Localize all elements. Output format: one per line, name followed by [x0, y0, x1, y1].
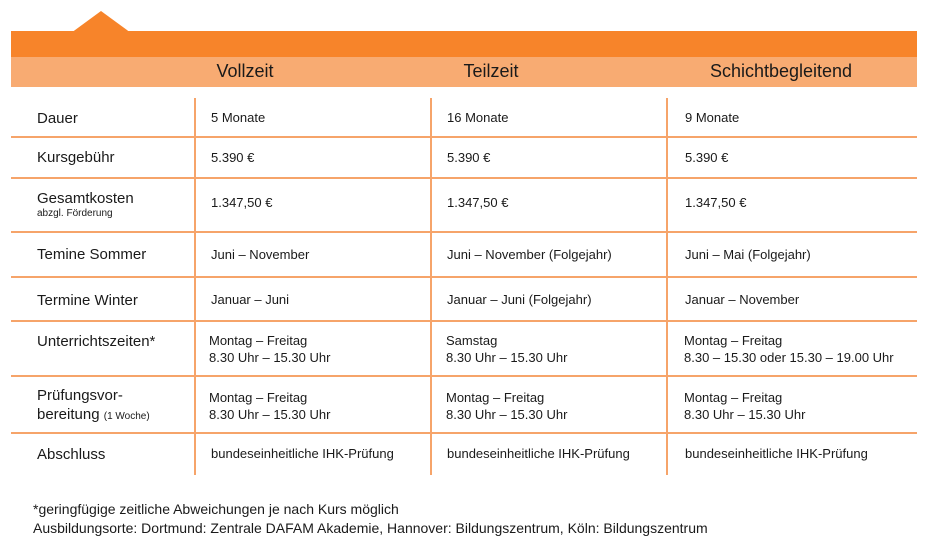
cell-winter-vollzeit: Januar – Juni	[211, 292, 290, 307]
cell-gesamtkosten-teilzeit: 1.347,50 €	[447, 195, 509, 210]
cell-line: Montag – Freitag	[446, 390, 545, 405]
row-label-kursgebuehr: Kursgebühr	[37, 149, 115, 166]
tab-notch	[71, 11, 131, 33]
cell-dauer-vollzeit: 5 Monate	[211, 110, 266, 125]
cell-line: 8.30 Uhr – 15.30 Uhr	[209, 407, 331, 422]
cell-pruefung-schicht	[684, 389, 805, 423]
cell-kursgebuehr-schicht: 5.390 €	[685, 150, 729, 165]
row-label-termine-winter: Termine Winter	[37, 292, 138, 309]
cell-abschluss-schicht: bundeseinheitliche IHK-Prüfung	[685, 446, 868, 461]
row-divider	[11, 276, 917, 278]
row-divider	[11, 177, 917, 179]
cell-line: 8.30 Uhr – 15.30 Uhr	[446, 407, 568, 422]
column-header-teilzeit: Teilzeit	[463, 61, 519, 81]
cell-dauer-teilzeit: 16 Monate	[447, 110, 509, 125]
column-header-schichtbegleitend: Schichtbegleitend	[709, 61, 853, 81]
cell-winter-schicht: Januar – November	[685, 292, 800, 307]
cell-unterricht-schicht	[684, 332, 894, 366]
row-divider	[11, 432, 917, 434]
cell-sommer-teilzeit: Juni – November (Folgejahr)	[447, 247, 612, 262]
cell-line: 8.30 Uhr – 15.30 Uhr	[209, 350, 331, 365]
cell-abschluss-teilzeit: bundeseinheitliche IHK-Prüfung	[447, 446, 630, 461]
cell-gesamtkosten-schicht: 1.347,50 €	[685, 195, 747, 210]
row-divider	[11, 320, 917, 322]
row-sublabel-foerderung: abzgl. Förderung	[37, 208, 113, 219]
column-header-vollzeit: Vollzeit	[216, 61, 274, 81]
cell-unterricht-vollzeit	[209, 332, 330, 366]
footnote-ausbildungsorte: Ausbildungsorte: Dortmund: Zentrale DAFAM Akademie, Hannover: Bildungszentrum, Köln: Bildungszentrum	[33, 520, 708, 536]
cell-pruefung-teilzeit	[446, 389, 567, 423]
cell-line: 8.30 Uhr – 15.30 Uhr	[684, 407, 806, 422]
row-divider	[11, 231, 917, 233]
cell-kursgebuehr-vollzeit: 5.390 €	[211, 150, 255, 165]
row-label-gesamtkosten-main: Gesamtkosten	[37, 190, 134, 207]
column-divider	[430, 98, 432, 475]
row-label-unterrichtszeiten: Unterrichtszeiten*	[37, 333, 156, 350]
footnote-abweichungen: *geringfügige zeitliche Abweichungen je nach Kurs möglich	[33, 501, 399, 517]
row-label-termine-sommer: Temine Sommer	[37, 246, 147, 263]
cell-sommer-vollzeit: Juni – November	[211, 247, 310, 262]
cell-abschluss-vollzeit: bundeseinheitliche IHK-Prüfung	[211, 446, 394, 461]
cell-line: 8.30 Uhr – 15.30 Uhr	[446, 350, 568, 365]
cell-line: 8.30 – 15.30 oder 15.30 – 19.00 Uhr	[684, 350, 894, 365]
row-divider	[11, 375, 917, 377]
row-label-bereitung: bereitung	[37, 406, 100, 423]
cell-line: Montag – Freitag	[209, 333, 308, 348]
row-label-pruefungsvorbereitung	[37, 386, 150, 426]
row-label-abschluss: Abschluss	[37, 446, 106, 463]
row-label-line2	[37, 405, 150, 426]
cell-kursgebuehr-teilzeit: 5.390 €	[447, 150, 491, 165]
row-label-line1: Prüfungsvor-	[37, 387, 123, 404]
row-label-dauer: Dauer	[37, 110, 78, 127]
row-sublabel-woche: (1 Woche)	[103, 411, 150, 422]
row-label-gesamtkosten	[37, 189, 134, 229]
cell-winter-teilzeit: Januar – Juni (Folgejahr)	[447, 292, 592, 307]
cell-line: Montag – Freitag	[684, 390, 783, 405]
column-divider	[666, 98, 668, 475]
cell-dauer-schicht: 9 Monate	[685, 110, 740, 125]
row-divider	[11, 136, 917, 138]
cell-unterricht-teilzeit	[446, 332, 567, 366]
top-bar	[11, 31, 917, 57]
cell-pruefung-vollzeit	[209, 389, 330, 423]
cell-line: Montag – Freitag	[684, 333, 783, 348]
cell-gesamtkosten-vollzeit: 1.347,50 €	[211, 195, 273, 210]
cell-sommer-schicht: Juni – Mai (Folgejahr)	[685, 247, 811, 262]
cell-line: Samstag	[446, 333, 498, 348]
column-divider	[194, 98, 196, 475]
cell-line: Montag – Freitag	[209, 390, 308, 405]
